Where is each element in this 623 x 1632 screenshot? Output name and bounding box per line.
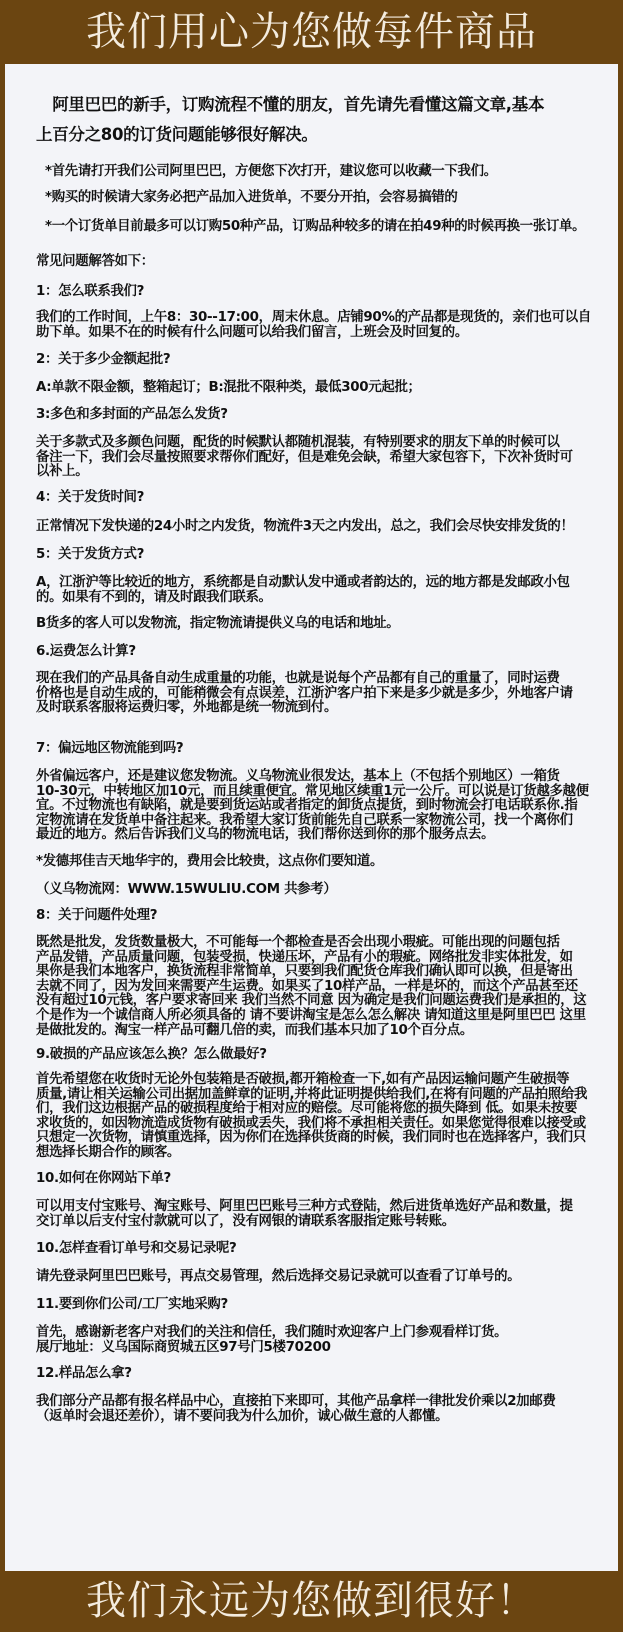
text-line: 现在我们的产品具备自动生成重量的功能，也就是说每个产品都有自己的重量了，同时运费 — [36, 671, 560, 686]
text-line: *发德邦佳吉天地华宇的，费用会比较贵，这点你们要知道。 — [36, 854, 384, 869]
text-line: 及时联系客服将运费归零，外地都是统一物流到付。 — [36, 700, 338, 716]
header-banner: 我们用心为您做每件商品 — [86, 9, 537, 55]
faq-panel — [5, 64, 618, 1571]
text-line: 没有超过10元钱，客户要求寄回来 我们当然不同意 因为确定是我们问题运费我们是承担的，这 — [36, 993, 587, 1009]
text-line: 4：关于发货时间? — [36, 490, 145, 505]
text-line: 12.样品怎么拿? — [36, 1366, 132, 1381]
text-line: 展厅地址：义乌国际商贸城五区97号门5楼70200 — [36, 1339, 331, 1355]
faq-question — [36, 742, 183, 757]
text-line: *首先请打开我们公司阿里巴巴，方便您下次打开，建议您可以收藏一下我们。 — [45, 164, 497, 179]
text-line: 的。如果有不到的，请及时跟我们联系。 — [36, 589, 272, 605]
text-line: （义乌物流网：WWW.15WULIU.COM 共参考） — [36, 882, 337, 897]
faq-question — [36, 548, 144, 563]
text-line: 是做批发的。淘宝一样产品可翻几倍的卖，而我们基本只加了10个百分点。 — [36, 1022, 473, 1038]
text-line: 去就不同了，因为发回来需要产生运费。如果买了10样产品，一样是坏的，而这个产品甚至还 — [36, 978, 578, 994]
text-line: 求收货的，如因物流造成货物有破损或丢失，我们将不承担相关责任。如果您觉得很难以接受或 — [36, 1115, 586, 1131]
text-line: 11.要到你们公司/工厂实地采购? — [36, 1297, 228, 1312]
faq-answer — [36, 855, 383, 870]
text-line: A:单款不限金额，整箱起订；B:混批不限种类，最低300元起批； — [36, 380, 421, 395]
text-line: 6.运费怎么计算? — [36, 644, 136, 659]
text-line: 1：怎么联系我们? — [36, 284, 145, 299]
faq-question — [36, 353, 170, 368]
faq-question — [36, 909, 157, 924]
faq-question — [36, 1298, 228, 1313]
footer-banner: 我们永远为您做到很好！ — [86, 1578, 537, 1624]
text-line: 首先希望您在收货时无论外包装箱是否破损,都开箱检查一下,如有产品因运输问题产生破损等 — [36, 1072, 570, 1087]
text-line: 上百分之80的订货问题能够很好解决。 — [36, 125, 318, 144]
faq-answer — [36, 936, 586, 1038]
faq-answer — [36, 617, 399, 632]
faq-bullet — [45, 220, 585, 235]
text-line: 只想定一次货物，请慎重选择，因为你们在选择供货商的时候，我们同时也在选择客户，我们只 — [36, 1130, 586, 1146]
text-line: 10.如何在你网站下单? — [36, 1171, 172, 1186]
faq-question — [36, 285, 144, 300]
text-line: 请先登录阿里巴巴账号，再点交易管理，然后选择交易记录就可以查看了订单号的。 — [36, 1269, 521, 1284]
faq-question — [36, 408, 228, 423]
faq-answer — [36, 311, 591, 340]
text-line: 产品发错，产品质量问题，包装受损，快递压坏，产品有小的瑕疵。网络批发非实体批发，如 — [36, 949, 573, 965]
text-line: 定物流请在发货单中备注起来。我希望大家订货前能先自己联系一家物流公司，找一个离你们 — [36, 812, 573, 828]
text-line: B货多的客人可以发物流，指定物流请提供义乌的电话和地址。 — [36, 616, 400, 631]
faq-answer — [36, 1270, 520, 1285]
faq-question — [36, 1048, 267, 1063]
faq-answer — [36, 1326, 507, 1355]
text-line: 10.怎样查看订单号和交易记录呢? — [36, 1241, 237, 1256]
text-line: 常见问题解答如下： — [36, 254, 154, 269]
text-line: 备注一下，我们会尽量按照要求帮你们配好，但是难免会缺，希望大家包容下，下次补货时可 — [36, 449, 573, 465]
text-line: 质量,请让相关运输公司出据加盖鲜章的证明,并将此证明提供给我们,在将有问题的产品拍照给我 — [36, 1086, 588, 1102]
faq-bullet — [45, 165, 497, 180]
text-line: 们，我们这边根据产品的破损程度给于相对应的赔偿。尽可能将您的损失降到 低。如果未按要 — [36, 1101, 578, 1117]
text-line: A，江浙沪等比较近的地方，系统都是自动默认发中通或者韵达的，远的地方都是发邮政小包 — [36, 575, 570, 590]
text-line: 想选择长期合作的顾客。 — [36, 1144, 180, 1160]
faq-answer — [36, 436, 573, 480]
faq-question — [36, 1242, 236, 1257]
text-line: 我们部分产品都有报名样品中心，直接拍下来即可，其他产品拿样一律批发价乘以2加邮费 — [36, 1394, 556, 1409]
faq-answer — [36, 883, 336, 898]
text-line: 果你是我们本地客户，换货流程非常简单，只要到我们配货仓库我们确认即可以换，但是寄出 — [36, 964, 573, 980]
text-line: *购买的时候请大家务必把产品加入进货单，不要分开拍，会容易搞错的 — [45, 190, 458, 205]
text-line: 8：关于问题件处理? — [36, 908, 158, 923]
faq-answer — [36, 576, 570, 605]
faq-answer — [36, 770, 589, 843]
text-line: 首先，感谢新老客户对我们的关注和信任，我们随时欢迎客户上门参观看样订货。 — [36, 1325, 508, 1340]
faq-question — [36, 645, 136, 660]
text-line: 助下单。如果不在的时候有什么问题可以给我们留言，上班会及时回复的。 — [36, 324, 468, 340]
text-line: 价格也是自动生成的，可能稍微会有点误差，江浙沪客户拍下来是多少就是多少，外地客户请 — [36, 685, 573, 701]
text-line: 阿里巴巴的新手，订购流程不懂的朋友，首先请先看懂这篇文章,基本 — [36, 95, 545, 114]
faq-question — [36, 1172, 171, 1187]
faq-answer — [36, 1395, 556, 1424]
faq-intro — [36, 90, 544, 150]
text-line: 我们的工作时间，上午8：30--17:00，周末休息。店铺90%的产品都是现货的，亲们也可以自 — [36, 310, 591, 325]
faq-answer — [36, 520, 574, 535]
faq-bullet — [45, 191, 458, 206]
text-line: 交订单以后支付宝付款就可以了，没有网银的请联系客服指定账号转账。 — [36, 1213, 455, 1229]
faq-answer — [36, 1200, 573, 1229]
faq-heading — [36, 255, 154, 270]
text-line: 既然是批发，发货数量极大，不可能每一个都检查是否会出现小瑕疵。可能出现的问题包括 — [36, 935, 560, 950]
text-line: 正常情况下发快递的24小时之内发货，物流件3天之内发出，总之，我们会尽快安排发货的！ — [36, 519, 574, 534]
text-line: 5：关于发货方式? — [36, 547, 145, 562]
text-line: 9.破损的产品应该怎么换？怎么做最好? — [36, 1047, 267, 1062]
text-line: 最近的地方。然后告诉我们义乌的物流电话，我们帮你送到你的那个服务点去。 — [36, 827, 495, 843]
faq-question — [36, 491, 144, 506]
text-line: 宜。不过物流也有缺陷，就是要到货运站或者指定的卸货点提货，到时物流会打电话联系你.指 — [36, 798, 578, 814]
text-line: 关于多款式及多颜色问题，配货的时候默认都随机混装，有特别要求的朋友下单的时候可以 — [36, 435, 560, 450]
text-line: 2：关于多少金额起批? — [36, 352, 171, 367]
faq-question — [36, 1367, 132, 1382]
text-line: 外省偏远客户，还是建议您发物流。义乌物流业很发达，基本上（不包括个别地区）一箱货 — [36, 769, 560, 784]
text-line: 7：偏远地区物流能到吗? — [36, 741, 184, 756]
text-line: 3:多色和多封面的产品怎么发货? — [36, 407, 228, 422]
text-line: （返单时会退还差价），请不要问我为什么加价，诚心做生意的人都懂。 — [36, 1408, 449, 1424]
text-line: 可以用支付宝账号、淘宝账号、阿里巴巴账号三种方式登陆，然后进货单选好产品和数量，提 — [36, 1199, 573, 1214]
faq-answer — [36, 672, 573, 716]
text-line: 个是作为一个诚信商人所必须具备的 请不要讲淘宝是怎么怎么解决 请知道这里是阿里巴巴 这里 — [36, 1007, 586, 1023]
faq-answer — [36, 381, 421, 396]
text-line: 10-30元，中转地区加10元，而且续重便宜。常见地区续重1元一公斤。可以说是订货越多越便 — [36, 783, 589, 799]
text-line: *一个订货单目前最多可以订购50种产品，订购品种较多的请在拍49种的时候再换一张订单。 — [45, 219, 586, 234]
text-line: 以补上。 — [36, 464, 89, 480]
faq-answer — [36, 1073, 587, 1161]
